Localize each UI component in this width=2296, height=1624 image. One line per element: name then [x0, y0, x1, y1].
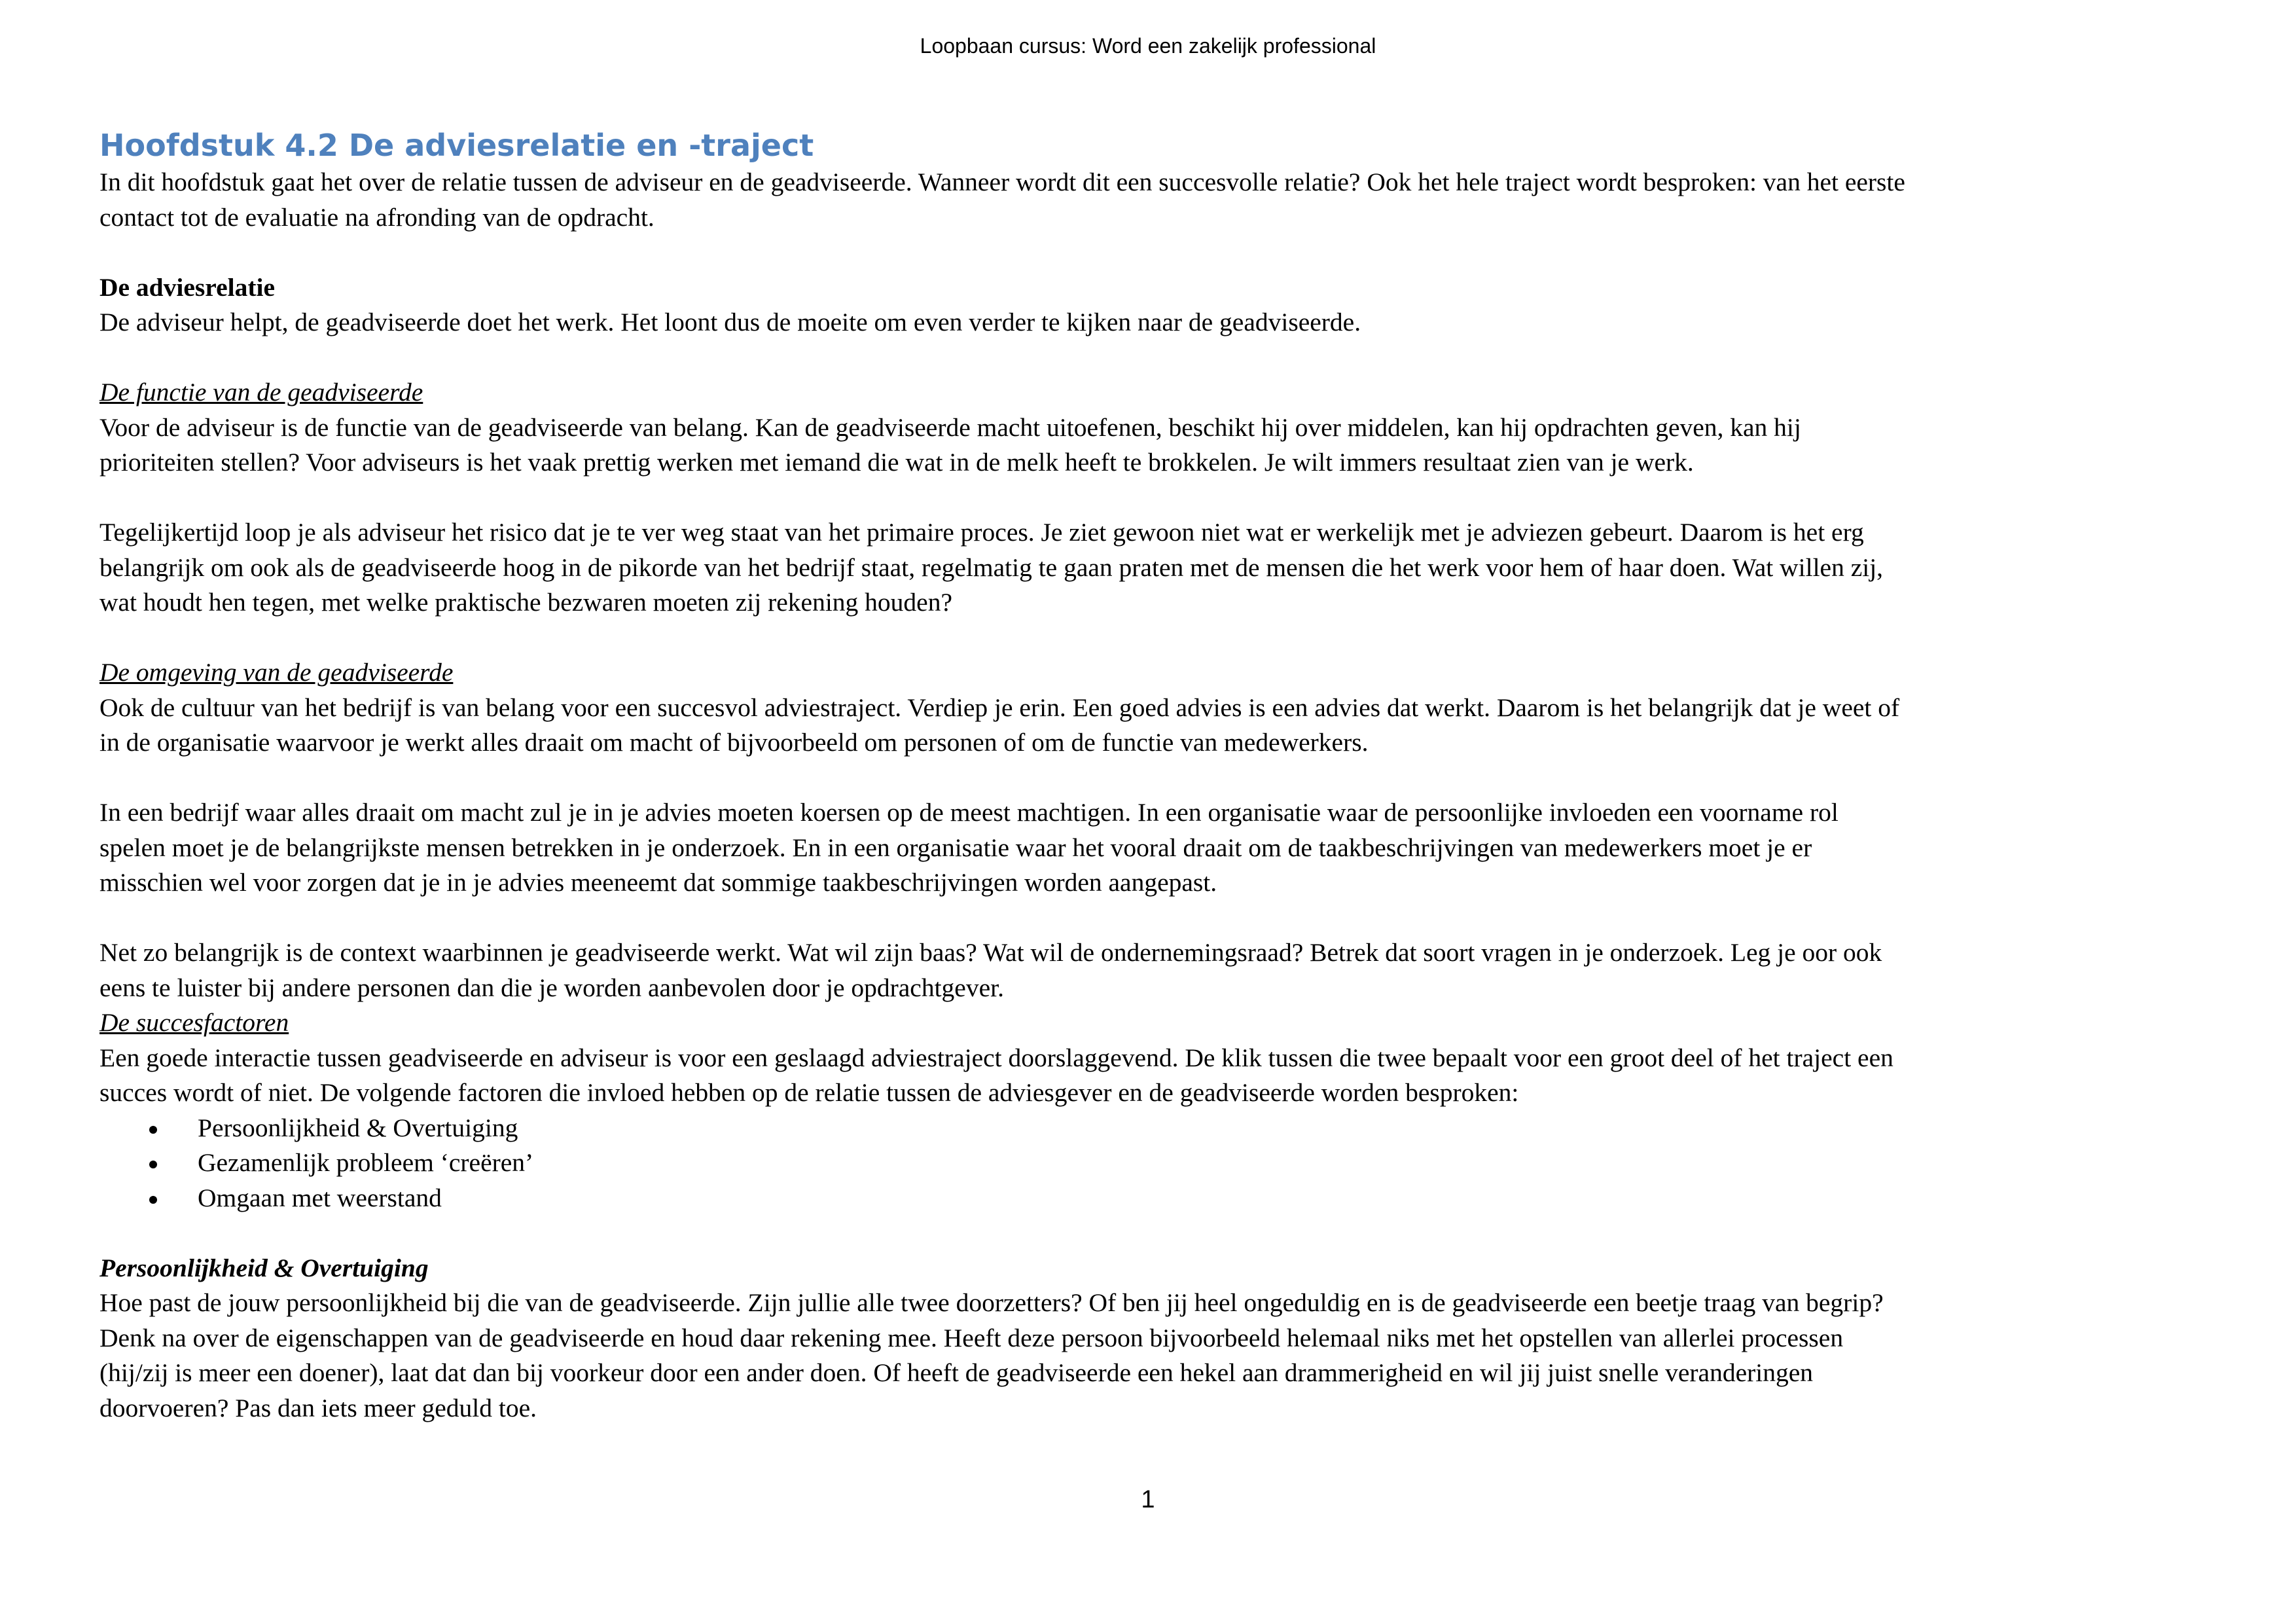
persoonlijkheid-line-2: Denk na over de eigenschappen van de geadviseerde en houd daar rekening mee. Heeft deze persoon bijvoorbeeld helemaal niks met het opstellen van allerlei processen — [99, 1323, 1844, 1352]
intro-line-1: In dit hoofdstuk gaat het over de relatie tussen de adviseur en de geadviseerde. Wanneer wordt dit een succesvolle relatie? Ook het hele traject wordt besproken: van het eerste — [99, 168, 1905, 196]
document-body — [99, 122, 2214, 1426]
bullet-icon — [149, 1161, 157, 1168]
functie-p2-line-2: belangrijk om ook als de geadviseerde hoog in de pikorde van het bedrijf staat, regelmatig te gaan praten met de mensen die het werk voor hem of haar doen. Wat willen zij, — [99, 552, 1884, 582]
persoonlijkheid-line-3: (hij/zij is meer een doener), laat dat dan bij voorkeur door een ander doen. Of heeft de geadviseerde een hekel aan drammerigheid en wil jij juist snelle veranderingen — [99, 1358, 1814, 1387]
omgeving-p3-line-1: Net zo belangrijk is de context waarbinnen je geadviseerde werkt. Wat wil zijn baas? Wat wil de ondernemingsraad? Betrek dat soort vragen in je onderzoek. Leg je oor ook — [99, 938, 1882, 967]
persoonlijkheid-line-4: doorvoeren? Pas dan iets meer geduld toe. — [99, 1393, 537, 1422]
page-header: Loopbaan cursus: Word een zakelijk professional — [920, 34, 1376, 58]
intro-paragraph — [99, 165, 2214, 235]
subheading-omgeving — [99, 655, 2214, 691]
adviesrelatie-paragraph: De adviseur helpt, de geadviseerde doet het werk. Het loont dus de moeite om even verder te kijken naar de geadviseerde. — [99, 308, 1361, 336]
list-item — [99, 1111, 2214, 1146]
omgeving-p3-line-2: eens te luister bij andere personen dan die je worden aanbevolen door je opdrachtgever. — [99, 973, 1004, 1002]
omgeving-paragraph-2 — [99, 795, 2214, 901]
omgeving-paragraph-3 — [99, 935, 2214, 1005]
subheading-functie-text: De functie van de geadviseerde — [99, 378, 423, 406]
omgeving-paragraph-1 — [99, 691, 2214, 761]
list-item — [99, 1146, 2214, 1181]
succesfactoren-line-2: succes wordt of niet. De volgende factoren die invloed hebben op de relatie tussen de adviesgever en de geadviseerde worden besproken: — [99, 1078, 1519, 1107]
omgeving-p2-line-2: spelen moet je de belangrijkste mensen betrekken in je onderzoek. En in een organisatie waar het vooral draait om de taakbeschrijvingen van medewerkers moet je er — [99, 833, 1812, 862]
subheading-succesfactoren — [99, 1005, 2214, 1041]
functie-p1-line-2: prioriteiten stellen? Voor adviseurs is het vaak prettig werken met iemand die wat in de melk heeft te brokkelen. Je wilt immers resultaat zien van je werk. — [99, 448, 1694, 477]
subheading-omgeving-text: De omgeving van de geadviseerde — [99, 658, 454, 687]
bullet-icon — [149, 1196, 157, 1204]
omgeving-p1-line-2: in de organisatie waarvoor je werkt alles draait om macht of bijvoorbeeld om personen of om de functie van medewerkers. — [99, 728, 1369, 757]
persoonlijkheid-paragraph — [99, 1286, 2214, 1426]
chapter-title: Hoofdstuk 4.2 De adviesrelatie en -traject — [99, 128, 814, 163]
succesfactoren-line-1: Een goede interactie tussen geadviseerde en adviseur is voor een geslaagd adviestraject doorslaggevend. De klik tussen die twee bepaalt voor een groot deel of het traject een — [99, 1043, 1893, 1072]
list-item — [99, 1181, 2214, 1216]
succesfactoren-paragraph — [99, 1041, 2214, 1111]
omgeving-p1-line-1: Ook de cultuur van het bedrijf is van belang voor een succesvol adviestraject. Verdiep je erin. Een goed advies is een advies dat werkt. Daarom is het belangrijk dat je weet of — [99, 693, 1900, 722]
subheading-functie — [99, 375, 2214, 410]
intro-line-2: contact tot de evaluatie na afronding van de opdracht. — [99, 202, 655, 232]
functie-p2-line-1: Tegelijkertijd loop je als adviseur het risico dat je te ver weg staat van het primaire proces. Je ziet gewoon niet wat er werkelijk met je adviezen gebeurt. Daarom is het erg — [99, 518, 1864, 547]
functie-paragraph-1 — [99, 410, 2214, 480]
section-heading-persoonlijkheid: Persoonlijkheid & Overtuiging — [99, 1253, 429, 1282]
list-item-text: Omgaan met weerstand — [198, 1183, 442, 1212]
page-number: 1 — [1141, 1486, 1155, 1513]
functie-paragraph-2 — [99, 515, 2214, 621]
bullet-icon — [149, 1126, 157, 1134]
succesfactoren-list — [99, 1111, 2214, 1216]
omgeving-p2-line-1: In een bedrijf waar alles draait om macht zul je in je advies moeten koersen op de meest machtigen. In een organisatie waar de persoonlijke invloeden een voorname rol — [99, 798, 1839, 827]
persoonlijkheid-line-1: Hoe past de jouw persoonlijkheid bij die van de geadviseerde. Zijn jullie alle twee doorzetters? Of ben jij heel ongeduldig en is de geadviseerde een beetje traag van begrip? — [99, 1288, 1884, 1317]
functie-p1-line-1: Voor de adviseur is de functie van de geadviseerde van belang. Kan de geadviseerde macht uitoefenen, beschikt hij over middelen, kan hij opdrachten geven, kan hij — [99, 412, 1801, 442]
list-item-text: Persoonlijkheid & Overtuiging — [198, 1113, 518, 1142]
section-heading-adviesrelatie: De adviesrelatie — [99, 272, 276, 302]
omgeving-p2-line-3: misschien wel voor zorgen dat je in je advies meeneemt dat sommige taakbeschrijvingen worden aangepast. — [99, 868, 1217, 897]
subheading-succesfactoren-text: De succesfactoren — [99, 1008, 289, 1037]
functie-p2-line-3: wat houdt hen tegen, met welke praktische bezwaren moeten zij rekening houden? — [99, 588, 952, 617]
list-item-text: Gezamenlijk probleem ‘creëren’ — [198, 1148, 534, 1177]
